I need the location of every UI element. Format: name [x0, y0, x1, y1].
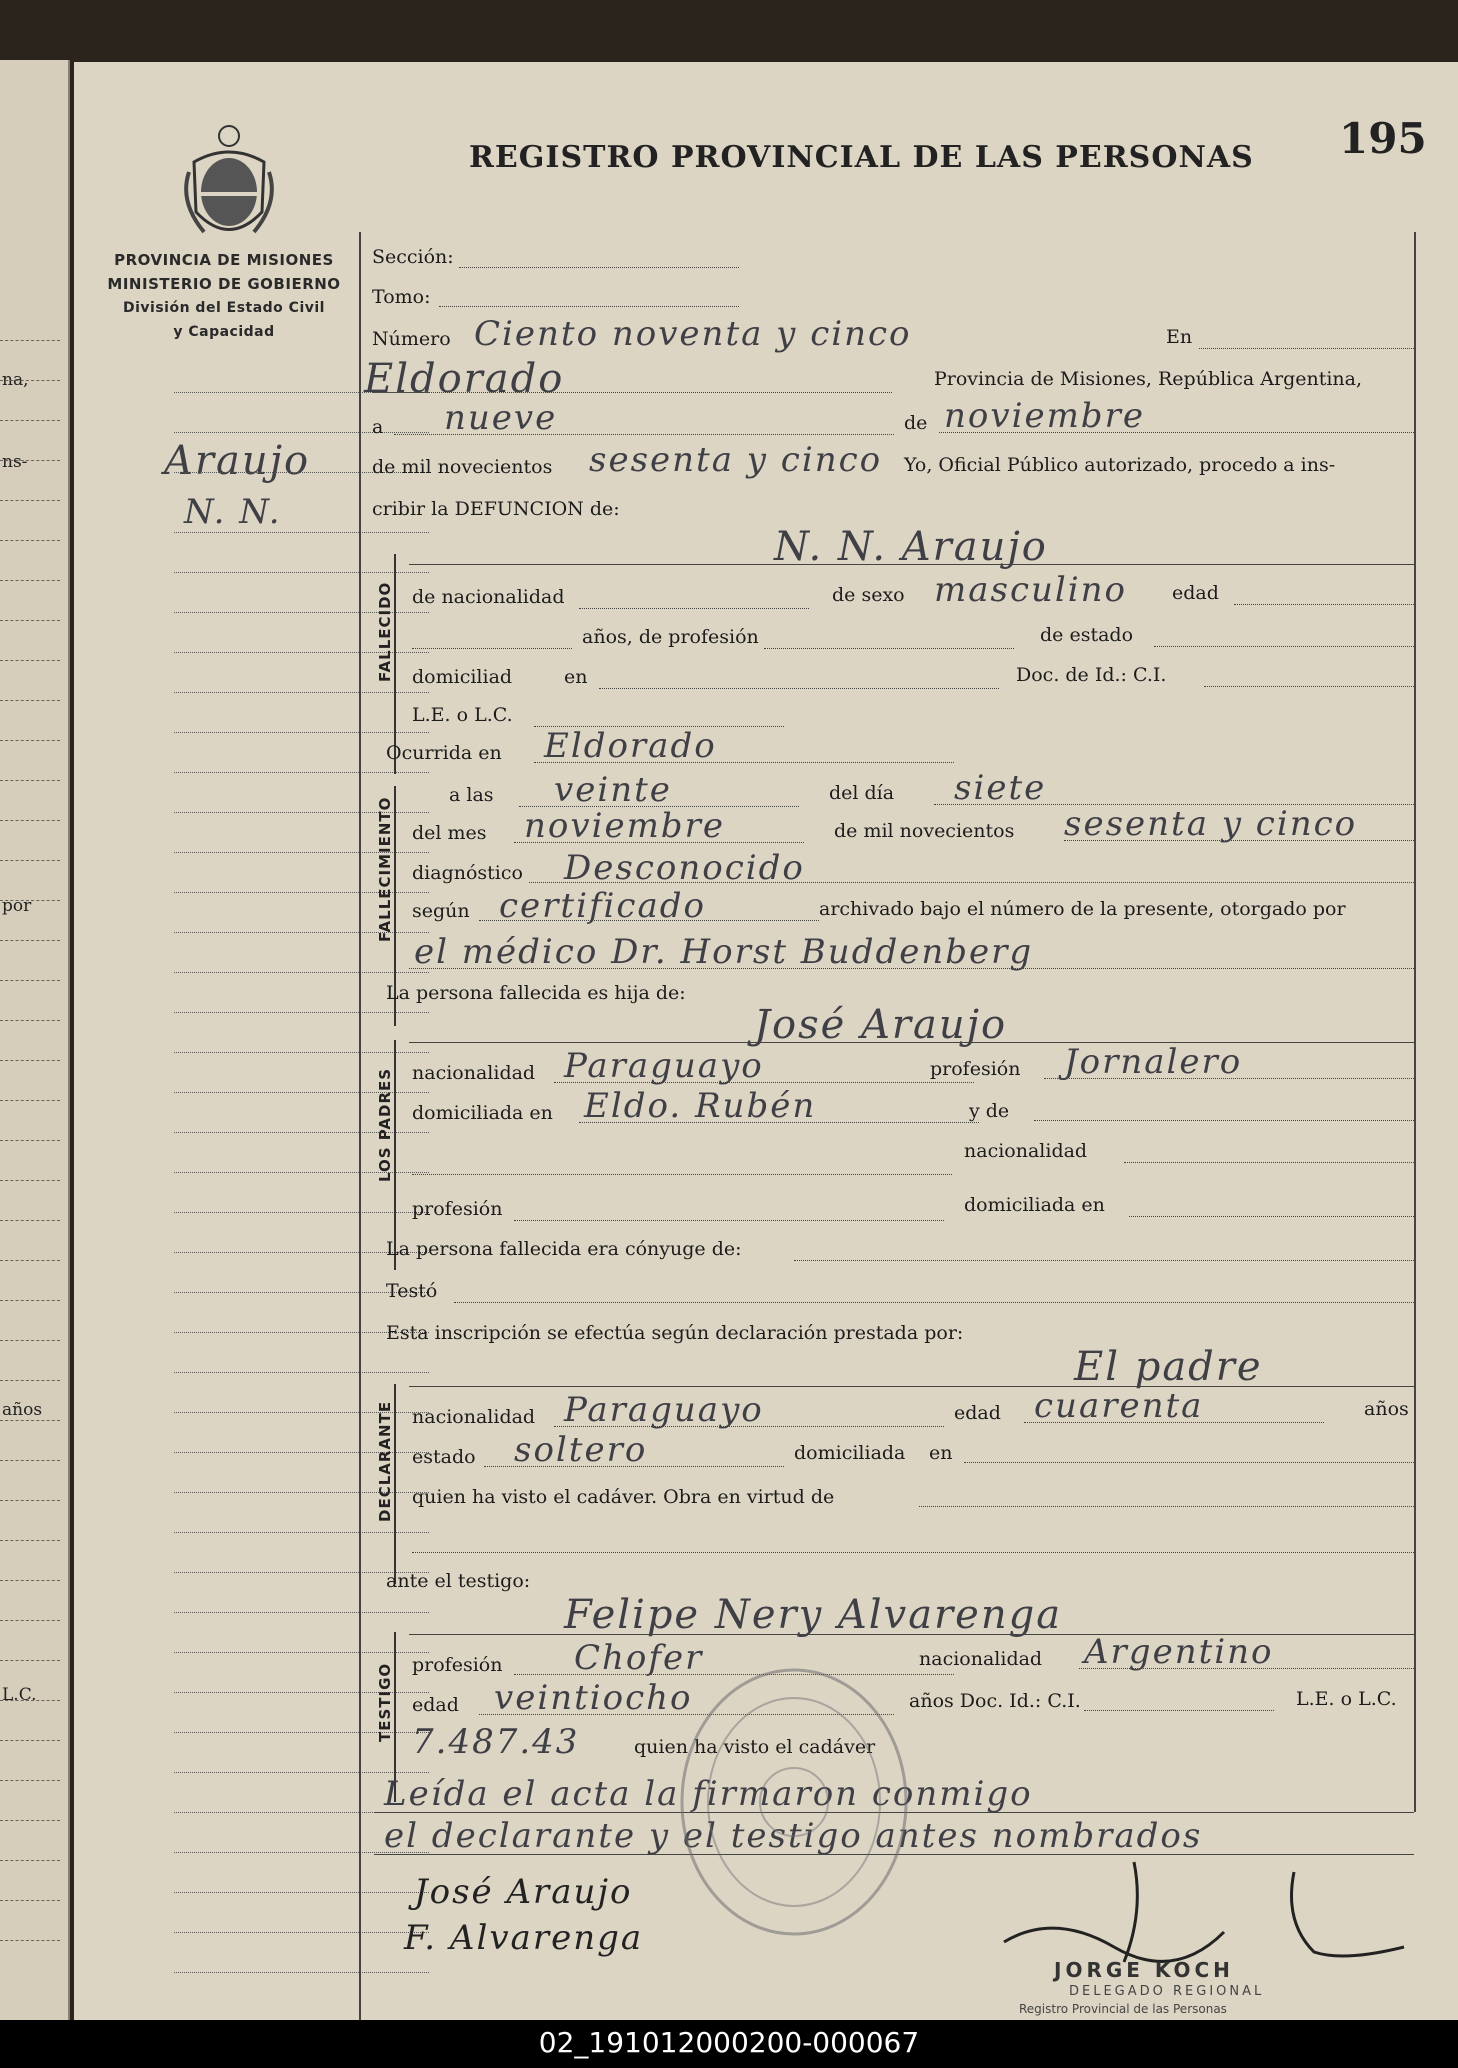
edad-testigo-label: edad	[412, 1694, 459, 1716]
y-de-label: y de	[969, 1100, 1010, 1122]
declarante-value: El padre	[1074, 1344, 1263, 1390]
anio-value: sesenta y cinco	[589, 440, 883, 480]
nota-linea-1: Leída el acta la firmaron conmigo	[384, 1774, 1033, 1814]
nacionalidad-padre-value: Paraguayo	[564, 1046, 764, 1086]
nacionalidad-testigo-value: Argentino	[1084, 1632, 1274, 1672]
margin-surname: Araujo	[164, 438, 311, 484]
ocurrida-en-value: Eldorado	[544, 726, 717, 766]
numero-label: Número	[372, 328, 451, 350]
stamp-role: DELEGADO REGIONAL	[1069, 1984, 1265, 1999]
anio-fallecimiento-value: sesenta y cinco	[1064, 804, 1358, 844]
del-dia-label: del día	[829, 782, 895, 804]
provincia-label: Provincia de Misiones, República Argentina,	[934, 368, 1363, 390]
estado-declarante-label: estado	[412, 1446, 476, 1468]
sexo-label: de sexo	[832, 584, 905, 606]
inscribir-label: cribir la DEFUNCION de:	[372, 498, 620, 520]
official-seal-icon	[674, 1662, 914, 1942]
nacionalidad-padre-label: nacionalidad	[412, 1062, 536, 1084]
left-page-text: años	[2, 1400, 43, 1420]
margin-divider	[359, 232, 361, 2022]
diagnostico-label: diagnóstico	[412, 862, 523, 884]
signature-testigo: F. Alvarenga	[404, 1918, 644, 1958]
right-border	[1414, 232, 1416, 1812]
edad-label: edad	[1172, 582, 1219, 604]
en-declarante-label: en	[929, 1442, 953, 1464]
nacionalidad-madre-label: nacionalidad	[964, 1140, 1088, 1162]
segun-value: certificado	[499, 886, 706, 926]
division-name-2: y Capacidad	[173, 324, 275, 340]
nacionalidad-testigo-label: nacionalidad	[919, 1648, 1043, 1670]
anos-profesion-label: años, de profesión	[582, 626, 759, 648]
nacionalidad-declarante-label: nacionalidad	[412, 1406, 536, 1428]
profesion-testigo-value: Chofer	[574, 1638, 704, 1678]
estado-label: de estado	[1040, 624, 1134, 646]
seccion-label: Sección:	[372, 246, 454, 268]
padre-value: José Araujo	[754, 1002, 1008, 1048]
page-title: REGISTRO PROVINCIAL DE LAS PERSONAS	[469, 140, 1254, 175]
edad-declarante-label: edad	[954, 1402, 1001, 1424]
archivado-label: archivado bajo el número de la presente, otorgado por	[819, 898, 1346, 920]
anos-declarante-label: años	[1364, 1398, 1409, 1420]
edad-declarante-value: cuarenta	[1034, 1386, 1204, 1426]
domicilio-padre-value: Eldo. Rubén	[584, 1086, 817, 1126]
section-fallecido: FALLECIDO	[376, 581, 394, 682]
dia-value: nueve	[444, 398, 558, 438]
quien-cadaver-label: quien ha visto el cadáver. Obra en virtud de	[412, 1486, 835, 1508]
profesion-madre-label: profesión	[412, 1198, 503, 1220]
lugar-value: Eldorado	[364, 356, 565, 402]
section-los-padres: LOS PADRES	[376, 1067, 394, 1182]
nacionalidad-declarante-value: Paraguayo	[564, 1390, 764, 1430]
domiciliad-label: domiciliad	[412, 666, 513, 688]
profesion-padre-label: profesión	[930, 1058, 1021, 1080]
mes-fallecimiento-value: noviembre	[524, 806, 725, 846]
quien-cadaver-2-label: quien ha visto el cadáver	[634, 1736, 876, 1758]
testigo-value: Felipe Nery Alvarenga	[564, 1592, 1063, 1638]
a-las-label: a las	[449, 784, 494, 806]
registrar-signature-icon	[994, 1852, 1414, 1972]
signature-declarante: José Araujo	[414, 1872, 633, 1912]
de-mil-novecientos-label: de mil novecientos	[372, 456, 553, 478]
margin-initials: N. N.	[184, 492, 282, 532]
hora-value: veinte	[554, 770, 672, 810]
testo-label: Testó	[386, 1280, 438, 1302]
en-label: En	[1166, 326, 1193, 348]
edad-testigo-value: veintiocho	[494, 1678, 693, 1718]
section-declarante: DECLARANTE	[376, 1400, 394, 1522]
domiciliada-madre-label: domiciliada en	[964, 1194, 1105, 1216]
le-lc-label: L.E. o L.C.	[412, 704, 513, 726]
register-page	[74, 62, 1458, 2022]
en-label-2: en	[564, 666, 588, 688]
otorgado-por-value: el médico Dr. Horst Buddenberg	[414, 932, 1034, 972]
de-mil-novecientos-2-label: de mil novecientos	[834, 820, 1015, 842]
dia-fallecimiento-value: siete	[954, 768, 1047, 808]
anos-doc-label: años Doc. Id.: C.I.	[909, 1690, 1081, 1712]
sexo-value: masculino	[934, 570, 1128, 610]
de-label: de	[904, 412, 928, 434]
ante-testigo-label: ante el testigo:	[386, 1570, 531, 1592]
estado-declarante-value: soltero	[514, 1430, 648, 1470]
ci-testigo-value: 7.487.43	[412, 1722, 580, 1762]
left-page-text: por	[2, 896, 32, 916]
mes-value: noviembre	[944, 396, 1145, 436]
profesion-padre-value: Jornalero	[1064, 1042, 1243, 1082]
diagnostico-value: Desconocido	[564, 848, 805, 888]
ocurrida-en-label: Ocurrida en	[386, 742, 502, 764]
a-label: a	[372, 416, 384, 438]
footer-id: 02_191012000200-000067	[538, 2026, 920, 2059]
declaracion-label: Esta inscripción se efectúa según declaración prestada por:	[386, 1322, 964, 1344]
page-number: 195	[1339, 114, 1427, 163]
doc-id-label: Doc. de Id.: C.I.	[1016, 664, 1167, 686]
domiciliada-declarante-label: domiciliada	[794, 1442, 906, 1464]
yo-oficial-label: Yo, Oficial Público autorizado, procedo a ins-	[904, 454, 1336, 476]
stamp-org: Registro Provincial de las Personas	[1019, 2002, 1227, 2016]
section-fallecimiento: FALLECIMIENTO	[376, 796, 394, 942]
nombre-value: N. N. Araujo	[774, 524, 1048, 570]
nacionalidad-label: de nacionalidad	[412, 586, 565, 608]
division-name: División del Estado Civil	[123, 300, 325, 316]
conyuge-label: La persona fallecida era cónyuge de:	[386, 1238, 742, 1260]
stamp-name: JORGE KOCH	[1054, 1958, 1234, 1982]
segun-label: según	[412, 900, 470, 922]
domiciliada-padre-label: domiciliada en	[412, 1102, 553, 1124]
left-page-text: L.C.	[2, 1685, 37, 1705]
tomo-label: Tomo:	[372, 286, 431, 308]
le-lc-testigo-label: L.E. o L.C.	[1296, 1688, 1397, 1710]
province-name: PROVINCIA DE MISIONES	[114, 251, 334, 269]
del-mes-label: del mes	[412, 822, 487, 844]
left-page-text: na,	[2, 370, 29, 390]
profesion-testigo-label: profesión	[412, 1654, 503, 1676]
numero-value: Ciento noventa y cinco	[474, 314, 912, 354]
left-page-fragment	[0, 60, 70, 2020]
top-background	[0, 0, 1458, 60]
section-testigo: TESTIGO	[376, 1662, 394, 1742]
left-page-text: ns-	[2, 452, 28, 472]
ministry-name: MINISTERIO DE GOBIERNO	[107, 275, 341, 293]
hija-de-label: La persona fallecida es hija de:	[386, 982, 686, 1004]
nota-linea-2: el declarante y el testigo antes nombrados	[384, 1816, 1203, 1856]
